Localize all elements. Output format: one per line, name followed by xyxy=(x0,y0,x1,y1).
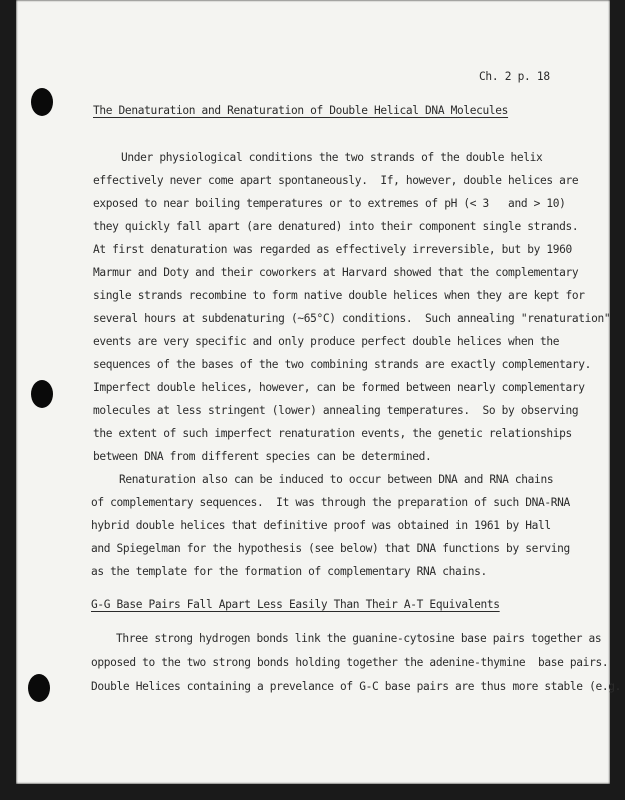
text-line: molecules at less stringent (lower) annealing temperatures. So by observing xyxy=(93,404,579,417)
text-line: Renaturation also can be induced to occur between DNA and RNA chains xyxy=(119,473,554,486)
text-line: effectively never come apart spontaneously. If, however, double helices are xyxy=(93,174,579,187)
text-line: of complementary sequences. It was through the preparation of such DNA-RNA xyxy=(91,496,570,509)
text-line: opposed to the two strong bonds holding together the adenine-thymine base pairs. xyxy=(91,656,609,669)
text-line: Imperfect double helices, however, can be formed between nearly complementary xyxy=(93,381,585,394)
text-line: sequences of the bases of the two combining strands are exactly complementary. xyxy=(93,358,592,371)
text-line: as the template for the formation of complementary RNA chains. xyxy=(91,565,487,578)
section-heading: The Denaturation and Renaturation of Double Helical DNA Molecules xyxy=(93,104,509,117)
text-line: Under physiological conditions the two strands of the double helix xyxy=(121,151,543,164)
text-line: they quickly fall apart (are denatured) into their component single strands. xyxy=(93,220,579,233)
text-line: At first denaturation was regarded as effectively irreversible, but by 1960 xyxy=(93,243,572,256)
text-line: single strands recombine to form native double helices when they are kept for xyxy=(93,289,585,302)
punch-hole xyxy=(28,674,50,702)
text-line: exposed to near boiling temperatures or to extremes of pH (< 3 and > 10) xyxy=(93,197,566,210)
text-line: events are very specific and only produce perfect double helices when the xyxy=(93,335,560,348)
punch-hole xyxy=(31,380,53,408)
text-line: Marmur and Doty and their coworkers at Harvard showed that the complementary xyxy=(93,266,579,279)
text-line: and Spiegelman for the hypothesis (see below) that DNA functions by serving xyxy=(91,542,570,555)
section-heading: G-G Base Pairs Fall Apart Less Easily Than Their A-T Equivalents xyxy=(91,598,500,611)
page-number: Ch. 2 p. 18 xyxy=(479,70,550,83)
text-line: the extent of such imperfect renaturation events, the genetic relationships xyxy=(93,427,572,440)
text-line: Double Helices containing a prevelance of G-C base pairs are thus more stable (e.g. xyxy=(91,680,621,693)
text-line: hybrid double helices that definitive proof was obtained in 1961 by Hall xyxy=(91,519,551,532)
punch-hole xyxy=(31,88,53,116)
text-line: several hours at subdenaturing (~65°C) conditions. Such annealing "renaturation" xyxy=(93,312,611,325)
text-line: between DNA from different species can be determined. xyxy=(93,450,432,463)
text-line: Three strong hydrogen bonds link the guanine-cytosine base pairs together as xyxy=(116,632,602,645)
